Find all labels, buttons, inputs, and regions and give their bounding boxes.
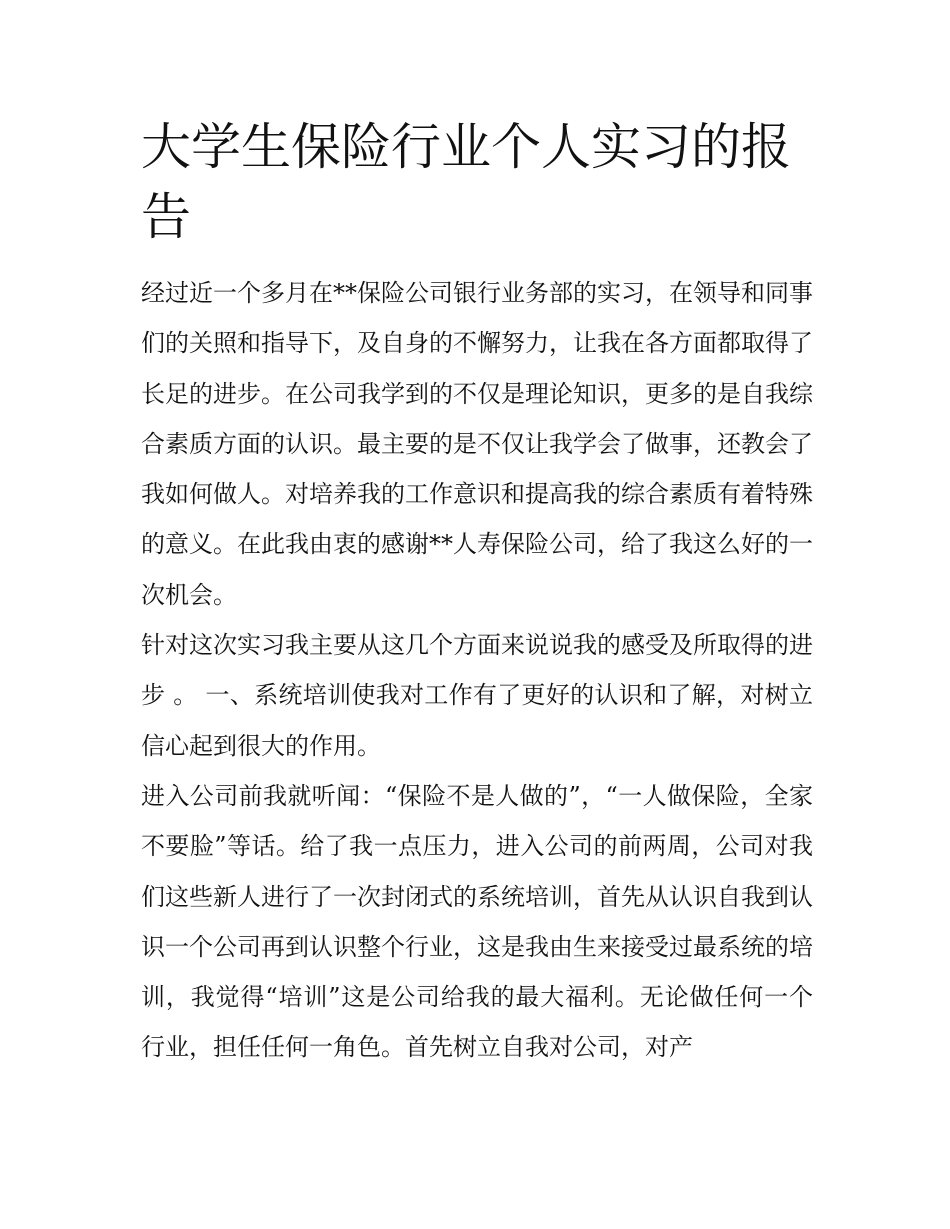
paragraph-intro: 经过近一个多月在**保险公司银行业务部的实习，在领导和同事们的关照和指导下，及自身的不懈努力，让我在各方面都取得了长足的进步。在公司我学到的不仅是理论知识，更多的是自我综合素质方面的认识。最主要的是不仅让我学会了做事，还教会了我如何做人。对培养我的工作意识和提高我的综合素质有着特殊的意义。在此我由衷的感谢**人寿保险公司，给了我这么好的一次机会。 bbox=[141, 279, 813, 609]
paragraph-aspects: 针对这次实习我主要从这几个方面来说说我的感受及所取得的进步 。 一、系统培训使我对工作有了更好的认识和了解，对树立信心起到很大的作用。 bbox=[141, 631, 813, 760]
document-page bbox=[141, 112, 813, 1073]
document-title: 大学生保险行业个人实习的报告 bbox=[141, 118, 791, 246]
paragraph-training: 进入公司前我就听闻：“保险不是人做的”，“一人做保险，全家不要脸”等话。给了我一点压力，进入公司的前两周，公司对我们这些新人进行了一次封闭式的系统培训，首先从认识自我到认识一个公司再到认识整个行业，这是我由生来接受过最系统的培训，我觉得“培训”这是公司给我的最大福利。无论做任何一个行业，担任任何一角色。首先树立自我对公司，对产 bbox=[141, 781, 813, 1062]
